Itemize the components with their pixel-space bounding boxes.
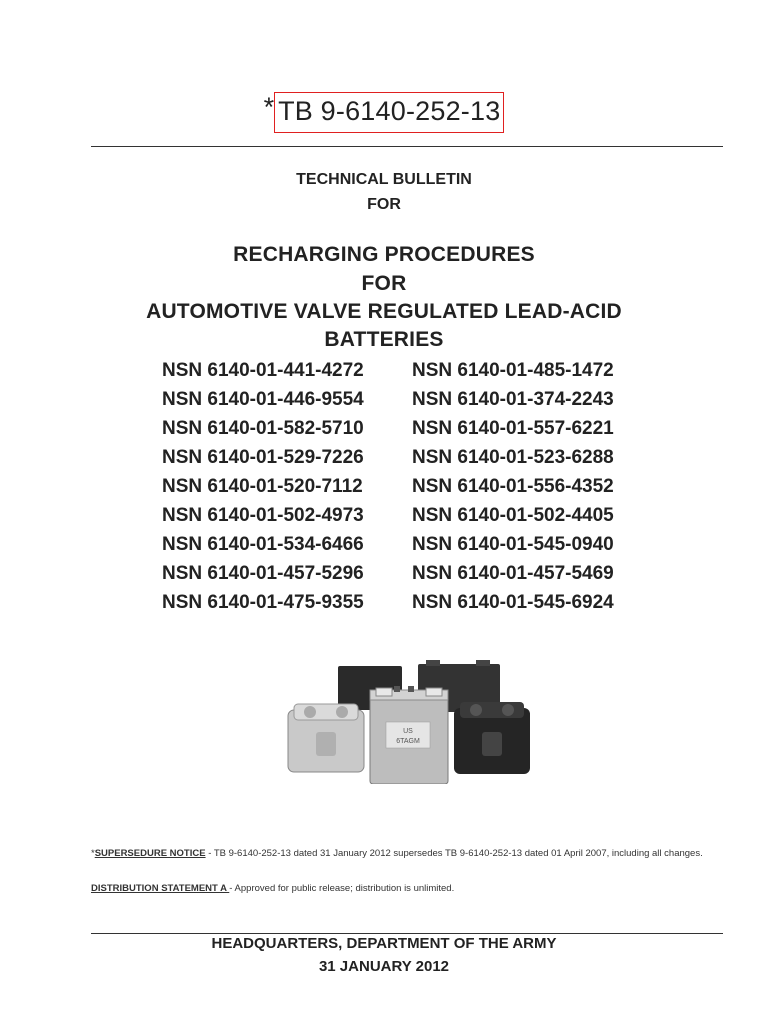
nsn-item: NSN 6140-01-520-7112 (162, 476, 363, 497)
distribution-label: DISTRIBUTION STATEMENT A (91, 883, 230, 894)
nsn-item: NSN 6140-01-582-5710 (162, 418, 364, 439)
nsn-row (162, 559, 662, 588)
document-number (0, 92, 768, 133)
title-line-1: RECHARGING PROCEDURES (233, 243, 535, 266)
nsn-item: NSN 6140-01-374-2243 (412, 389, 614, 410)
supersedure-text: - TB 9-6140-252-13 dated 31 January 2012 supersedes TB 9-6140-252-13 dated 01 April 2007, including all changes. (205, 848, 703, 859)
footer-organization: HEADQUARTERS, DEPARTMENT OF THE ARMY (211, 935, 557, 952)
bottom-divider (91, 933, 723, 934)
supersedure-notice (91, 848, 711, 860)
bulletin-type: TECHNICAL BULLETIN (296, 171, 472, 188)
nsn-item: NSN 6140-01-485-1472 (412, 360, 614, 381)
supersedure-label: SUPERSEDURE NOTICE (94, 848, 206, 859)
nsn-row (162, 472, 662, 501)
title-line-3: AUTOMOTIVE VALVE REGULATED LEAD-ACID (146, 300, 622, 323)
nsn-item: NSN 6140-01-545-0940 (412, 534, 614, 555)
nsn-item: NSN 6140-01-534-6466 (162, 534, 364, 555)
nsn-item: NSN 6140-01-502-4973 (162, 505, 364, 526)
nsn-item: NSN 6140-01-457-5296 (162, 563, 364, 584)
footer-date: 31 JANUARY 2012 (318, 958, 450, 975)
nsn-item: NSN 6140-01-441-4272 (162, 360, 364, 381)
supersedure-star: * (91, 848, 95, 859)
battery-photo (286, 660, 532, 784)
doc-number-star: * (263, 92, 275, 122)
nsn-row (162, 356, 662, 385)
nsn-item: NSN 6140-01-545-6924 (412, 592, 614, 613)
nsn-list (162, 356, 662, 617)
nsn-row (162, 443, 662, 472)
nsn-row (162, 588, 662, 617)
nsn-row (162, 414, 662, 443)
title-line-4: BATTERIES (324, 328, 444, 351)
nsn-item: NSN 6140-01-446-9554 (162, 389, 364, 410)
distribution-statement (91, 883, 711, 895)
nsn-row (162, 530, 662, 559)
nsn-item: NSN 6140-01-529-7226 (162, 447, 364, 468)
nsn-item: NSN 6140-01-457-5469 (412, 563, 614, 584)
nsn-item: NSN 6140-01-523-6288 (412, 447, 614, 468)
nsn-item: NSN 6140-01-556-4352 (412, 476, 614, 497)
nsn-item: NSN 6140-01-475-9355 (162, 592, 364, 613)
distribution-text: - Approved for public release; distribution is unlimited. (229, 883, 455, 894)
doc-number-highlight[interactable]: TB 9-6140-252-13 (274, 92, 504, 133)
nsn-item: NSN 6140-01-557-6221 (412, 418, 614, 439)
top-divider (91, 146, 723, 147)
bulletin-for: FOR (367, 196, 401, 213)
title-line-2: FOR (361, 272, 407, 295)
nsn-row (162, 501, 662, 530)
photo-label-line-1: US (403, 728, 413, 735)
photo-label-line-2: 6TAGM (396, 738, 420, 745)
nsn-item: NSN 6140-01-502-4405 (412, 505, 614, 526)
nsn-row (162, 385, 662, 414)
